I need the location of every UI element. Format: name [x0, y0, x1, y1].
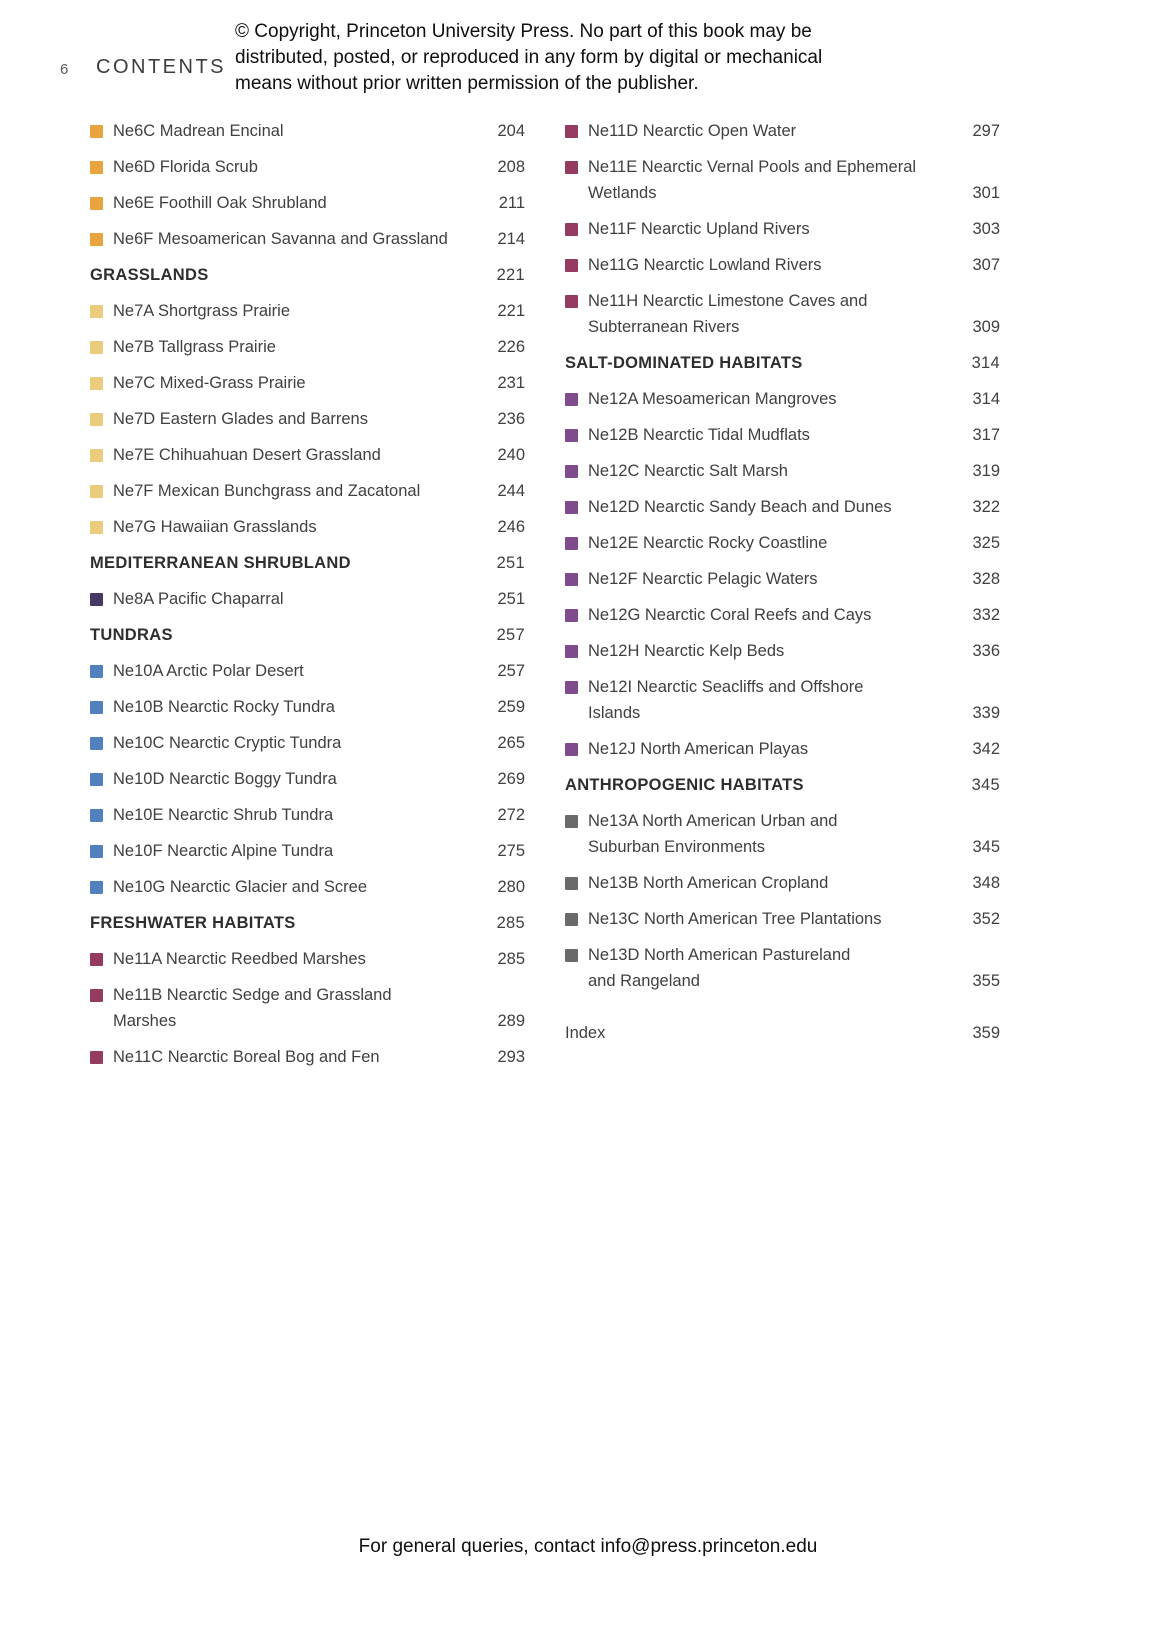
toc-entry-line: Ne13D North American Pastureland [588, 946, 851, 964]
toc-section-row [90, 262, 525, 288]
toc-entry-label [588, 154, 972, 206]
toc-entry-label [113, 874, 497, 900]
habitat-color-square-icon [90, 413, 103, 426]
habitat-color-square-icon [90, 341, 103, 354]
habitat-color-square-icon [90, 989, 103, 1002]
habitat-color-square-icon [565, 913, 578, 926]
habitat-color-square-icon [90, 449, 103, 462]
toc-entry-page: 269 [497, 770, 525, 788]
toc-entry-line: Ne6D Florida Scrub [113, 158, 258, 176]
toc-entry-page: 336 [972, 642, 1000, 660]
toc-entry-label [565, 350, 972, 376]
toc-entry-label [588, 870, 972, 896]
toc-entry-label [113, 514, 497, 540]
toc-entry-row [90, 190, 525, 216]
toc-entry-row [90, 334, 525, 360]
toc-entry-page: 240 [497, 446, 525, 464]
toc-entry-page: 303 [972, 220, 1000, 238]
toc-entry-page: 314 [972, 390, 1000, 408]
toc-entry-page: 345 [971, 776, 1000, 794]
toc-entry-row [565, 154, 1000, 206]
toc-entry-label [113, 298, 497, 324]
toc-entry-page: 221 [497, 302, 525, 320]
toc-entry-line: Ne11E Nearctic Vernal Pools and Ephemeral [588, 158, 917, 176]
toc-entry-page: 309 [972, 318, 1000, 336]
toc-entry-row [565, 674, 1000, 726]
toc-entry-row [565, 942, 1000, 994]
toc-entry-page: 265 [497, 734, 525, 752]
habitat-color-square-icon [90, 593, 103, 606]
habitat-color-square-icon [565, 125, 578, 138]
toc-entry-line: Ne7B Tallgrass Prairie [113, 338, 276, 356]
toc-entry-row [90, 730, 525, 756]
toc-entry-page: 319 [972, 462, 1000, 480]
toc-entry-label [588, 942, 972, 994]
toc-entry-label [113, 982, 497, 1034]
toc-entry-line: Ne12G Nearctic Coral Reefs and Cays [588, 606, 872, 624]
toc-entry-page: 307 [972, 256, 1000, 274]
toc-entry-line: Ne10B Nearctic Rocky Tundra [113, 698, 335, 716]
toc-entry-page: 339 [972, 704, 1000, 722]
habitat-color-square-icon [90, 1051, 103, 1064]
toc-entry-label [113, 658, 497, 684]
habitat-color-square-icon [90, 773, 103, 786]
toc-entry-label [588, 674, 972, 726]
toc-entry-row [90, 874, 525, 900]
toc-entry-label [588, 216, 972, 242]
toc-entry-row [565, 566, 1000, 592]
toc-entry-row [90, 586, 525, 612]
toc-entry-line: ANTHROPOGENIC HABITATS [565, 776, 804, 794]
toc-entry-label [113, 766, 497, 792]
toc-entry-line: Ne12A Mesoamerican Mangroves [588, 390, 837, 408]
toc-entry-row [90, 478, 525, 504]
toc-entry-label [588, 118, 972, 144]
toc-entry-page: 285 [497, 950, 525, 968]
toc-entry-line: Ne13C North American Tree Plantations [588, 910, 882, 928]
habitat-color-square-icon [565, 429, 578, 442]
habitat-color-square-icon [90, 161, 103, 174]
toc-entry-row [90, 154, 525, 180]
toc-entry-row [565, 422, 1000, 448]
toc-entry-line: Ne12B Nearctic Tidal Mudflats [588, 426, 810, 444]
habitat-color-square-icon [565, 743, 578, 756]
toc-entry-label [588, 808, 972, 860]
toc-entry-line: Ne10D Nearctic Boggy Tundra [113, 770, 337, 788]
toc-entry-label [588, 530, 972, 556]
copyright-line: means without prior written permission of the publisher. [235, 73, 699, 94]
toc-entry-row [565, 530, 1000, 556]
toc-entry-line: Ne12H Nearctic Kelp Beds [588, 642, 785, 660]
toc-entry-row [90, 802, 525, 828]
toc-entry-row [90, 514, 525, 540]
habitat-color-square-icon [90, 701, 103, 714]
toc-entry-page: 359 [972, 1024, 1000, 1042]
habitat-color-square-icon [565, 223, 578, 236]
toc-entry-label [588, 638, 972, 664]
toc-entry-line: Ne7G Hawaiian Grasslands [113, 518, 317, 536]
toc-entry-row [565, 252, 1000, 278]
habitat-color-square-icon [565, 393, 578, 406]
toc-entry-row [90, 982, 525, 1034]
habitat-color-square-icon [90, 881, 103, 894]
toc-entry-page: 348 [972, 874, 1000, 892]
habitat-color-square-icon [565, 295, 578, 308]
toc-entry-page: 221 [496, 266, 525, 284]
toc-entry-row [90, 658, 525, 684]
habitat-color-square-icon [565, 645, 578, 658]
toc-entry-page: 325 [972, 534, 1000, 552]
toc-entry-label [113, 190, 499, 216]
toc-section-row [90, 622, 525, 648]
toc-section-row [565, 772, 1000, 798]
toc-entry-line: Ne11A Nearctic Reedbed Marshes [113, 950, 366, 968]
toc-entry-line: Ne6C Madrean Encinal [113, 122, 284, 140]
toc-section-row [90, 550, 525, 576]
toc-entry-line: Ne13A North American Urban and [588, 812, 838, 830]
habitat-color-square-icon [565, 681, 578, 694]
toc-entry-page: 355 [972, 972, 1000, 990]
toc-entry-label [588, 386, 972, 412]
toc-entry-line: Islands [588, 704, 641, 722]
toc-entry-row [565, 458, 1000, 484]
habitat-color-square-icon [565, 815, 578, 828]
habitat-color-square-icon [90, 485, 103, 498]
habitat-color-square-icon [565, 877, 578, 890]
habitat-color-square-icon [565, 465, 578, 478]
toc-entry-row [90, 442, 525, 468]
toc-entry-label [113, 226, 497, 252]
toc-entry-line: Ne10G Nearctic Glacier and Scree [113, 878, 368, 896]
toc-entry-label [113, 730, 497, 756]
toc-entry-row [90, 226, 525, 252]
toc-entry-page: 246 [497, 518, 525, 536]
toc-entry-line: Subterranean Rivers [588, 318, 740, 336]
toc-entry-page: 257 [496, 626, 525, 644]
toc-entry-row [565, 118, 1000, 144]
contents-title: CONTENTS [96, 56, 226, 78]
copyright-line: © Copyright, Princeton University Press. No part of this book may be [235, 21, 812, 42]
toc-entry-label [588, 566, 972, 592]
toc-entry-label [113, 406, 497, 432]
toc-entry-row [565, 906, 1000, 932]
toc-section-row [565, 350, 1000, 376]
habitat-color-square-icon [90, 377, 103, 390]
habitat-color-square-icon [565, 161, 578, 174]
toc-entry-page: 244 [497, 482, 525, 500]
toc-entry-page: 345 [972, 838, 1000, 856]
toc-entry-label [113, 478, 497, 504]
toc-entry-page: 317 [972, 426, 1000, 444]
toc-entry-page: 226 [497, 338, 525, 356]
habitat-color-square-icon [565, 573, 578, 586]
habitat-color-square-icon [90, 953, 103, 966]
toc-entry-label [565, 772, 972, 798]
toc-entry-line: Ne10C Nearctic Cryptic Tundra [113, 734, 342, 752]
footer-contact-line: For general queries, contact info@press.princeton.edu [358, 1536, 818, 1557]
toc-entry-row [565, 808, 1000, 860]
toc-entry-row [90, 1044, 525, 1070]
toc-entry-label [588, 458, 972, 484]
toc-entry-page: 322 [972, 498, 1000, 516]
toc-entry-page: 211 [498, 194, 525, 212]
toc-entry-line: Ne7E Chihuahuan Desert Grassland [113, 446, 381, 464]
toc-entry-label [113, 154, 497, 180]
habitat-color-square-icon [565, 949, 578, 962]
toc-entry-row [90, 370, 525, 396]
toc-entry-row [565, 870, 1000, 896]
toc-entry-label [113, 1044, 497, 1070]
toc-section-row [90, 910, 525, 936]
toc-entry-row [565, 638, 1000, 664]
toc-entry-label [113, 838, 497, 864]
toc-entry-label [113, 334, 497, 360]
toc-entry-label [90, 910, 497, 936]
copyright-notice [235, 19, 915, 97]
habitat-color-square-icon [90, 737, 103, 750]
toc-entry-line: FRESHWATER HABITATS [90, 914, 296, 932]
toc-entry-line: Wetlands [588, 184, 657, 202]
toc-entry-line: Ne12C Nearctic Salt Marsh [588, 462, 788, 480]
toc-entry-label [588, 494, 972, 520]
toc-entry-line: Index [565, 1024, 606, 1042]
toc-entry-label [588, 252, 972, 278]
toc-entry-row [565, 1020, 1000, 1046]
habitat-color-square-icon [565, 501, 578, 514]
toc-entry-row [90, 118, 525, 144]
toc-entry-line: Ne12D Nearctic Sandy Beach and Dunes [588, 498, 892, 516]
toc-entry-row [90, 766, 525, 792]
toc-entry-page: 214 [497, 230, 525, 248]
toc-entry-page: 289 [497, 1012, 525, 1030]
toc-entry-label [113, 442, 497, 468]
toc-entry-page: 328 [972, 570, 1000, 588]
toc-entry-page: 259 [497, 698, 525, 716]
toc-entry-line: Marshes [113, 1012, 177, 1030]
toc-entry-line: Ne12E Nearctic Rocky Coastline [588, 534, 828, 552]
habitat-color-square-icon [565, 259, 578, 272]
page-number: 6 [60, 61, 69, 78]
toc-entry-label [588, 736, 972, 762]
toc-entry-line: Ne6F Mesoamerican Savanna and Grassland [113, 230, 448, 248]
toc-entry-line: Ne12J North American Playas [588, 740, 809, 758]
toc-entry-label [90, 262, 497, 288]
toc-entry-line: Ne7A Shortgrass Prairie [113, 302, 290, 320]
toc-entry-page: 251 [497, 590, 525, 608]
toc-entry-row [565, 386, 1000, 412]
habitat-color-square-icon [90, 125, 103, 138]
toc-entry-page: 314 [971, 354, 1000, 372]
toc-entry-page: 208 [497, 158, 525, 176]
toc-entry-row [90, 838, 525, 864]
toc-entry-line: MEDITERRANEAN SHRUBLAND [90, 554, 351, 572]
toc-entry-page: 204 [497, 122, 525, 140]
toc-column-right [565, 118, 1000, 1056]
toc-entry-line: Ne12I Nearctic Seacliffs and Offshore [588, 678, 864, 696]
habitat-color-square-icon [90, 233, 103, 246]
toc-entry-row [565, 288, 1000, 340]
toc-entry-line: SALT-DOMINATED HABITATS [565, 354, 803, 372]
habitat-color-square-icon [90, 809, 103, 822]
toc-entry-row [565, 736, 1000, 762]
toc-entry-row [90, 298, 525, 324]
toc-entry-line: Ne10E Nearctic Shrub Tundra [113, 806, 334, 824]
copyright-line: distributed, posted, or reproduced in any form by digital or mechanical [235, 47, 823, 68]
toc-entry-line: Ne12F Nearctic Pelagic Waters [588, 570, 818, 588]
toc-entry-page: 342 [972, 740, 1000, 758]
toc-entry-label [90, 550, 497, 576]
habitat-color-square-icon [90, 521, 103, 534]
toc-entry-page: 272 [497, 806, 525, 824]
toc-entry-row [565, 494, 1000, 520]
toc-entry-line: Ne11D Nearctic Open Water [588, 122, 797, 140]
habitat-color-square-icon [565, 537, 578, 550]
toc-entry-label [113, 586, 497, 612]
toc-entry-page: 297 [972, 122, 1000, 140]
habitat-color-square-icon [90, 845, 103, 858]
toc-entry-label [113, 802, 497, 828]
toc-entry-page: 301 [972, 184, 1000, 202]
toc-entry-page: 293 [497, 1048, 525, 1066]
toc-entry-line: Ne10F Nearctic Alpine Tundra [113, 842, 334, 860]
toc-entry-label [113, 694, 497, 720]
toc-entry-line: GRASSLANDS [90, 266, 209, 284]
toc-entry-page: 275 [497, 842, 525, 860]
toc-entry-line: Ne11F Nearctic Upland Rivers [588, 220, 810, 238]
toc-entry-line: Ne11H Nearctic Limestone Caves and [588, 292, 868, 310]
habitat-color-square-icon [565, 609, 578, 622]
toc-entry-row [90, 406, 525, 432]
toc-entry-line: Ne6E Foothill Oak Shrubland [113, 194, 327, 212]
toc-entry-label [113, 946, 497, 972]
toc-entry-line: Ne11C Nearctic Boreal Bog and Fen [113, 1048, 380, 1066]
toc-entry-line: Ne11B Nearctic Sedge and Grassland [113, 986, 392, 1004]
toc-entry-page: 285 [496, 914, 525, 932]
habitat-color-square-icon [90, 305, 103, 318]
toc-entry-line: and Rangeland [588, 972, 700, 990]
toc-entry-label [588, 422, 972, 448]
toc-entry-line: Ne10A Arctic Polar Desert [113, 662, 304, 680]
toc-entry-line: Suburban Environments [588, 838, 766, 856]
toc-entry-row [90, 946, 525, 972]
toc-entry-page: 251 [496, 554, 525, 572]
toc-entry-line: Ne7F Mexican Bunchgrass and Zacatonal [113, 482, 421, 500]
toc-entry-page: 236 [497, 410, 525, 428]
toc-entry-page: 257 [497, 662, 525, 680]
toc-entry-row [90, 694, 525, 720]
toc-entry-label [588, 288, 972, 340]
toc-entry-line: Ne7D Eastern Glades and Barrens [113, 410, 368, 428]
habitat-color-square-icon [90, 197, 103, 210]
toc-entry-line: TUNDRAS [90, 626, 173, 644]
toc-entry-line: Ne11G Nearctic Lowland Rivers [588, 256, 822, 274]
toc-entry-label [90, 622, 497, 648]
toc-entry-label [113, 118, 497, 144]
toc-entry-line: Ne8A Pacific Chaparral [113, 590, 284, 608]
toc-entry-line: Ne7C Mixed-Grass Prairie [113, 374, 306, 392]
toc-entry-page: 352 [972, 910, 1000, 928]
toc-entry-label [588, 602, 972, 628]
toc-column-left [90, 118, 525, 1080]
toc-entry-page: 280 [497, 878, 525, 896]
habitat-color-square-icon [90, 665, 103, 678]
toc-entry-page: 231 [497, 374, 525, 392]
toc-entry-line: Ne13B North American Cropland [588, 874, 829, 892]
toc-entry-label [113, 370, 497, 396]
toc-entry-label [565, 1020, 972, 1046]
toc-entry-page: 332 [972, 606, 1000, 624]
toc-entry-row [565, 602, 1000, 628]
toc-entry-row [565, 216, 1000, 242]
toc-entry-label [588, 906, 972, 932]
